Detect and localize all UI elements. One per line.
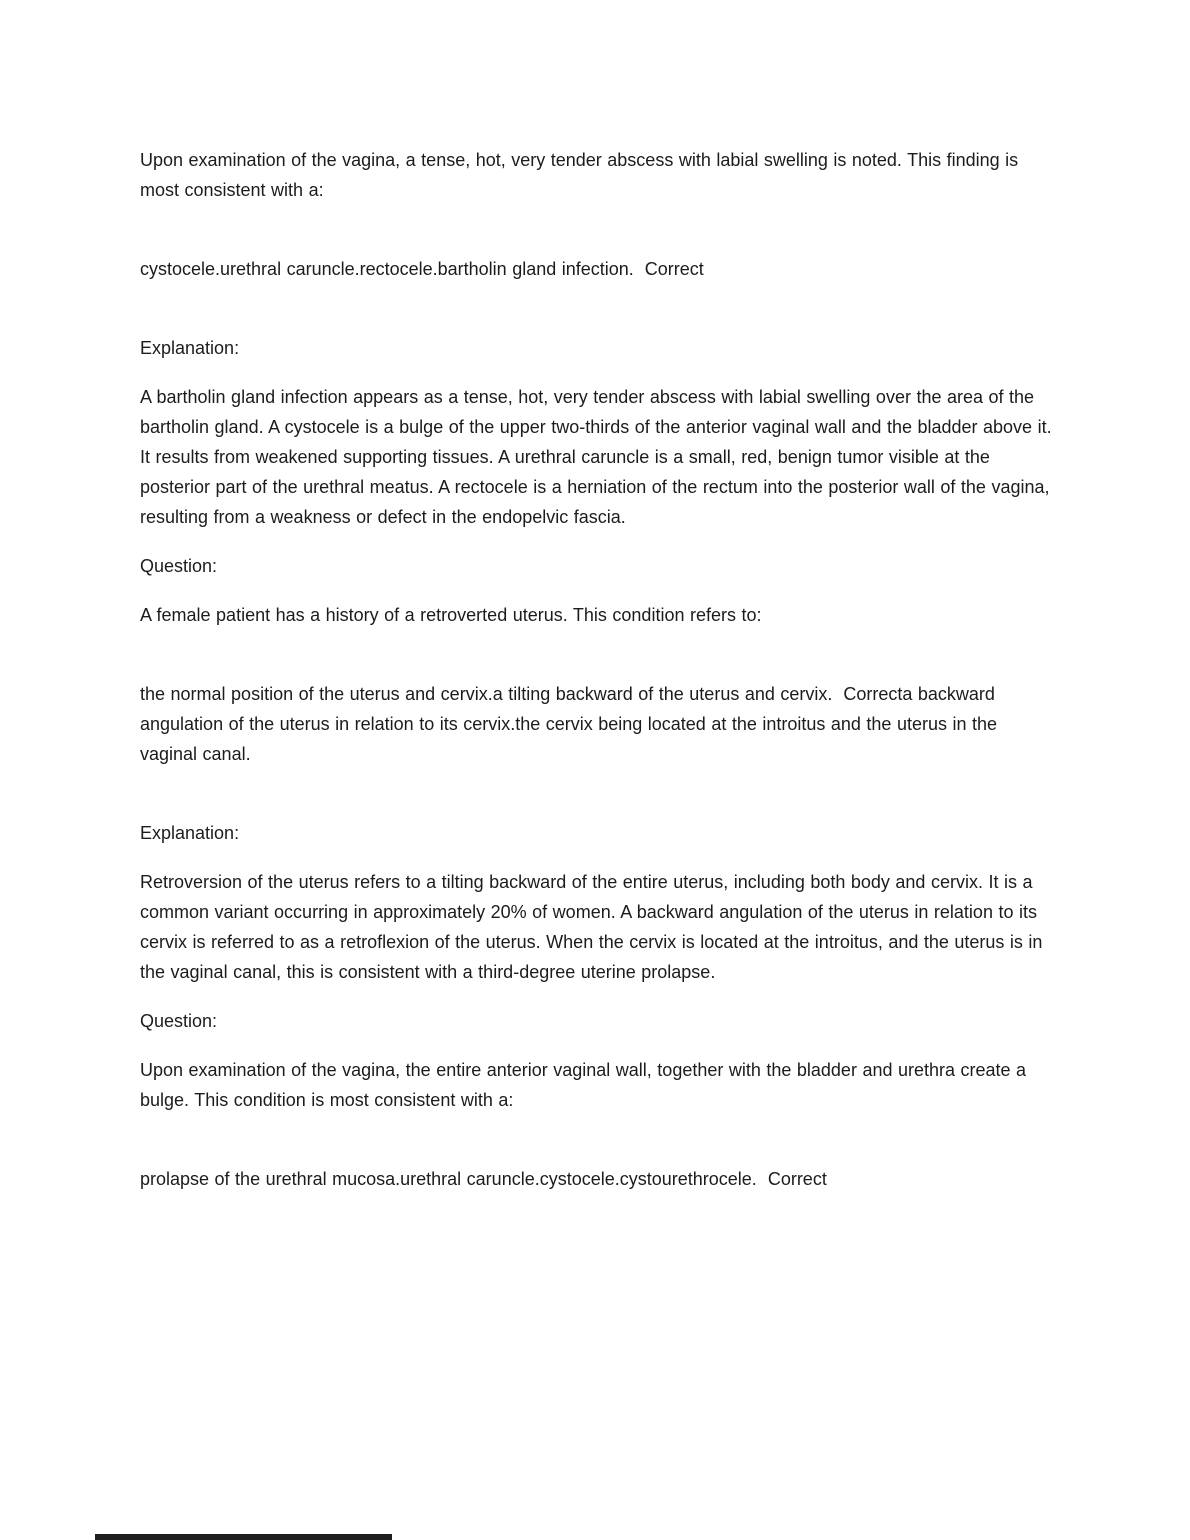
question-text-3: Upon examination of the vagina, the entire anterior vaginal wall, together with the bladder and urethra create a bulge. This condition is most consistent with a: [140,1060,1032,1110]
explanation-label-1: Explanation: [140,338,240,358]
question-label-2: Question: [140,556,218,576]
explanation-text-2: Retroversion of the uterus refers to a tilting backward of the entire uterus, including both body and cervix. It is a common variant occurring in approximately 20% of women. A backward angulation of the uterus in relation to its cervix is referred to as a retroflexion of the uterus. When the cervix is located at the introitus, and the uterus is in the vaginal canal, this is consistent with a third-degree uterine prolapse. [140,872,1048,982]
answer-options-1: cystocele.urethral caruncle.rectocele.bartholin gland infection. Correct [140,259,704,279]
answer-options-2: the normal position of the uterus and cervix.a tilting backward of the uterus and cervix. Correcta backward angulation of the uterus in relation to its cervix.the cervix being located at the introitus and the uterus in the vaginal canal. [140,684,1003,764]
explanation-text-1: A bartholin gland infection appears as a tense, hot, very tender abscess with labial swelling over the area of the bartholin gland. A cystocele is a bulge of the upper two-thirds of the anterior vaginal wall and the bladder above it. It results from weakened supporting tissues. A urethral caruncle is a small, red, benign tumor visible at the posterior part of the urethral meatus. A rectocele is a herniation of the rectum into the posterior wall of the vagina, resulting from a weakness or defect in the endopelvic fascia. [140,387,1058,527]
next-page-partial-line [95,1534,392,1540]
question-label-3: Question: [140,1011,218,1031]
answer-options-3: prolapse of the urethral mucosa.urethral caruncle.cystocele.cystourethrocele. Correct [140,1169,827,1189]
question-text-1: Upon examination of the vagina, a tense, hot, very tender abscess with labial swelling is noted. This finding is most consistent with a: [140,150,1024,200]
explanation-label-2: Explanation: [140,823,240,843]
question-text-2: A female patient has a history of a retroverted uterus. This condition refers to: [140,605,762,625]
